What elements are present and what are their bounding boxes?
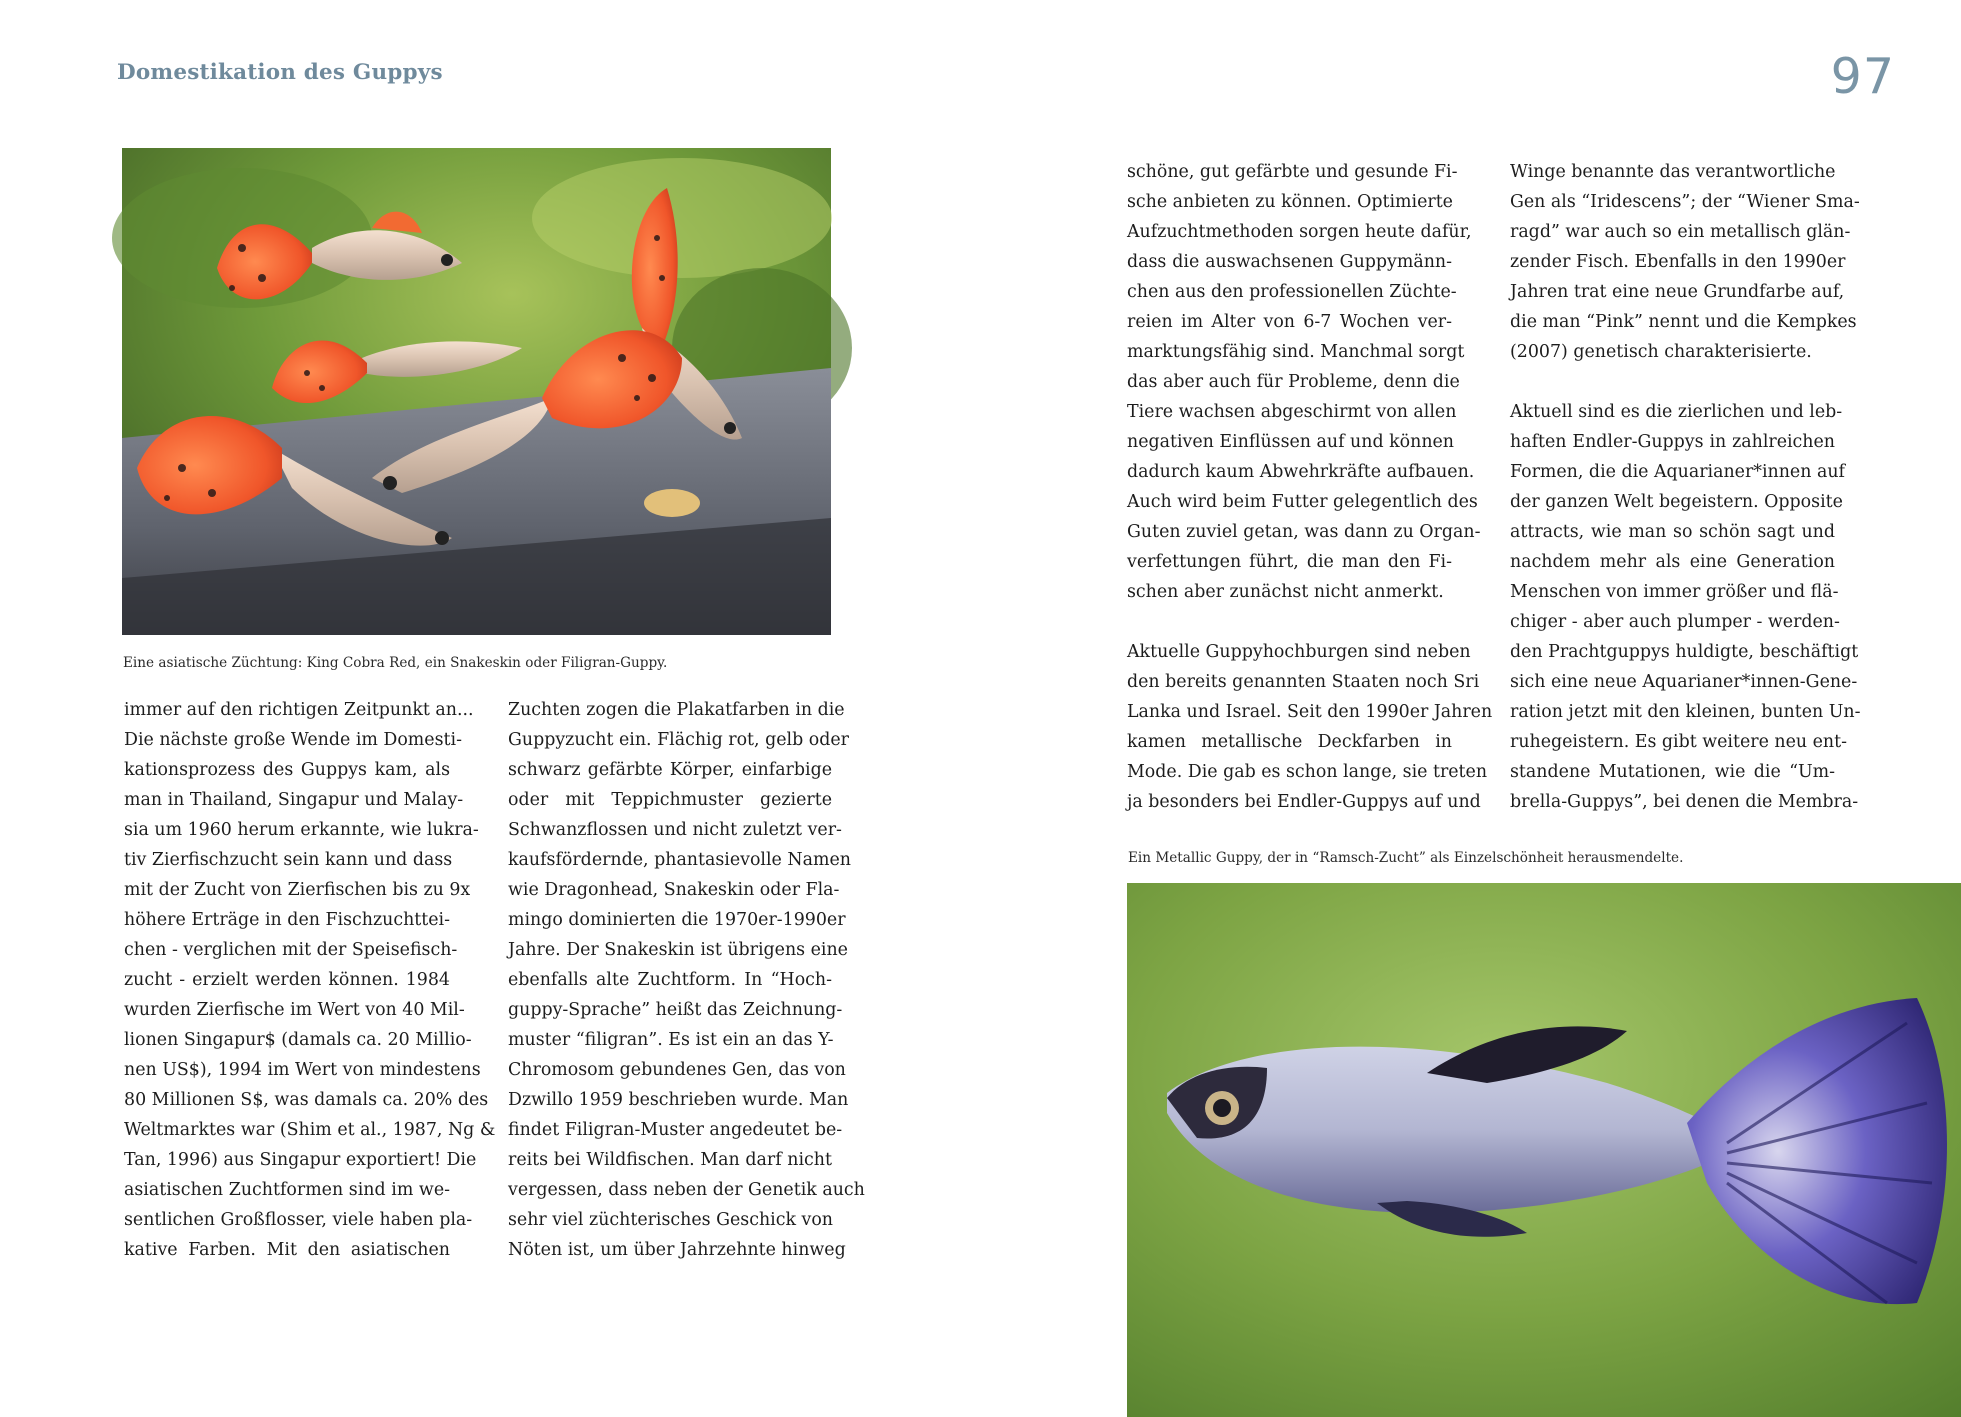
text-line: wie Dragonhead, Snakeskin oder Fla- — [508, 880, 840, 900]
text-line: Guten zuviel getan, was dann zu Organ- — [1127, 522, 1481, 542]
text-line: schen aber zunächst nicht anmerkt. — [1127, 582, 1444, 602]
text-line: das aber auch für Probleme, denn die — [1127, 372, 1460, 392]
text-line: dass die auswachsenen Guppymänn- — [1127, 252, 1452, 272]
text-line: ja besonders bei Endler-Guppys auf und — [1127, 792, 1481, 812]
text-line: marktungsfähig sind. Manchmal sorgt — [1127, 342, 1465, 362]
text-line: lionen Singapur$ (damals ca. 20 Millio- — [124, 1030, 472, 1050]
text-line: nachdem mehr als eine Generation — [1510, 552, 1835, 572]
paragraph-gap — [1127, 607, 1452, 637]
text-line: Auch wird beim Futter gelegentlich des — [1127, 492, 1478, 512]
caption-top-photo: Eine asiatische Züchtung: King Cobra Red, ein Snakeskin oder Filigran-Guppy. — [123, 655, 668, 671]
text-line: der ganzen Welt begeistern. Opposite — [1510, 492, 1843, 512]
text-line: attracts, wie man so schön sagt und — [1510, 522, 1835, 542]
text-line: chen - verglichen mit der Speisefisch- — [124, 940, 458, 960]
text-line: Mode. Die gab es schon lange, sie treten — [1127, 762, 1488, 782]
text-line: oder mit Teppichmuster gezierte — [508, 790, 832, 810]
page-number: 97 — [1830, 48, 1895, 105]
text-line: Menschen von immer größer und flä- — [1510, 582, 1839, 602]
text-line: vergessen, dass neben der Genetik auch — [508, 1180, 865, 1200]
text-line: sehr viel züchterisches Geschick von — [508, 1210, 834, 1230]
text-line: kaufsfördernde, phantasievolle Namen — [508, 850, 851, 870]
text-line: ebenfalls alte Zuchtform. In “Hoch- — [508, 970, 832, 990]
text-line: man in Thailand, Singapur und Malay- — [124, 790, 464, 810]
text-line: reien im Alter von 6-7 Wochen ver- — [1127, 312, 1452, 332]
text-line: Aktuell sind es die zierlichen und leb- — [1510, 402, 1843, 422]
text-line: ragd” war auch so ein metallisch glän- — [1510, 222, 1851, 242]
text-line: Nöten ist, um über Jahrzehnte hinweg — [508, 1240, 846, 1260]
text-line: Aufzuchtmethoden sorgen heute dafür, — [1127, 222, 1472, 242]
text-column-2 — [508, 695, 865, 1265]
text-line: (2007) genetisch charakterisierte. — [1510, 342, 1812, 362]
text-line: ruhegeistern. Es gibt weitere neu ent- — [1510, 732, 1847, 752]
text-line: Aktuelle Guppyhochburgen sind neben — [1127, 642, 1471, 662]
text-line: Jahre. Der Snakeskin ist übrigens eine — [508, 940, 848, 960]
text-line: mit der Zucht von Zierfischen bis zu 9x — [124, 880, 471, 900]
text-line: schwarz gefärbte Körper, einfarbige — [508, 760, 832, 780]
text-line: sia um 1960 herum erkannte, wie lukra- — [124, 820, 479, 840]
text-line: muster “filigran”. Es ist ein an das Y- — [508, 1030, 834, 1050]
text-line: negativen Einflüssen auf und können — [1127, 432, 1455, 452]
text-line: asiatischen Zuchtformen sind im we- — [124, 1180, 450, 1200]
text-line: dadurch kaum Abwehrkräfte aufbauen. — [1127, 462, 1475, 482]
text-column-4 — [1510, 157, 1861, 817]
text-line: immer auf den richtigen Zeitpunkt an... — [124, 700, 474, 720]
text-line: Formen, die die Aquarianer*innen auf — [1510, 462, 1845, 482]
photo-king-cobra-guppies — [122, 148, 831, 635]
text-line: Gen als “Iridescens”; der “Wiener Sma- — [1510, 192, 1860, 212]
text-line: 80 Millionen S$, was damals ca. 20% des — [124, 1090, 489, 1110]
text-line: höhere Erträge in den Fischzuchttei- — [124, 910, 450, 930]
text-line: zender Fisch. Ebenfalls in den 1990er — [1510, 252, 1846, 272]
caption-bottom-photo: Ein Metallic Guppy, der in “Ramsch-Zucht” als Einzelschönheit herausmendelte. — [1128, 850, 1684, 866]
text-line: mingo dominierten die 1970er-1990er — [508, 910, 846, 930]
text-line: verfettungen führt, die man den Fi- — [1127, 552, 1452, 572]
text-line: sentlichen Großflosser, viele haben pla- — [124, 1210, 473, 1230]
metallic-guppy-image — [1127, 883, 1961, 1417]
text-line: Die nächste große Wende im Domesti- — [124, 730, 462, 750]
text-line: den bereits genannten Staaten noch Sri — [1127, 672, 1480, 692]
text-line: chen aus den professionellen Züchte- — [1127, 282, 1457, 302]
text-line: Winge benannte das verantwortliche — [1510, 162, 1836, 182]
text-line: kamen metallische Deckfarben in — [1127, 732, 1452, 752]
text-line: wurden Zierfische im Wert von 40 Mil- — [124, 1000, 465, 1020]
guppy-group-image — [122, 148, 831, 635]
text-line: haften Endler-Guppys in zahlreichen — [1510, 432, 1835, 452]
text-line: standene Mutationen, wie die “Um- — [1510, 762, 1835, 782]
text-line: Zuchten zogen die Plakatfarben in die — [508, 700, 845, 720]
text-line: sich eine neue Aquarianer*innen-Gene- — [1510, 672, 1858, 692]
text-line: ration jetzt mit den kleinen, bunten Un- — [1510, 702, 1861, 722]
text-line: guppy-Sprache” heißt das Zeichnung- — [508, 1000, 843, 1020]
photo-metallic-guppy — [1127, 883, 1961, 1417]
text-line: Tan, 1996) aus Singapur exportiert! Die — [124, 1150, 477, 1170]
text-line: die man “Pink” nennt und die Kempkes — [1510, 312, 1857, 332]
text-line: tiv Zierfischzucht sein kann und dass — [124, 850, 453, 870]
text-line: Lanka und Israel. Seit den 1990er Jahren — [1127, 702, 1493, 722]
text-line: Chromosom gebundenes Gen, das von — [508, 1060, 846, 1080]
text-line: Jahren trat eine neue Grundfarbe auf, — [1510, 282, 1845, 302]
running-title: Domestikation des Guppys — [117, 60, 443, 85]
text-line: Weltmarktes war (Shim et al., 1987, Ng & — [124, 1120, 496, 1140]
text-line: reits bei Wildfischen. Man darf nicht — [508, 1150, 832, 1170]
text-line: schöne, gut gefärbte und gesunde Fi- — [1127, 162, 1458, 182]
text-line: nen US$), 1994 im Wert von mindestens — [124, 1060, 481, 1080]
text-line: kative Farben. Mit den asiatischen — [124, 1240, 450, 1260]
text-line: findet Filigran-Muster angedeutet be- — [508, 1120, 843, 1140]
text-line: brella-Guppys”, bei denen die Membra- — [1510, 792, 1859, 812]
text-line: chiger - aber auch plumper - werden- — [1510, 612, 1840, 632]
text-line: zucht - erzielt werden können. 1984 — [124, 970, 450, 990]
text-line: Schwanzflossen und nicht zuletzt ver- — [508, 820, 842, 840]
text-line: sche anbieten zu können. Optimierte — [1127, 192, 1453, 212]
text-line: Guppyzucht ein. Flächig rot, gelb oder — [508, 730, 849, 750]
text-line: Tiere wachsen abgeschirmt von allen — [1127, 402, 1457, 422]
text-line: den Prachtguppys huldigte, beschäftigt — [1510, 642, 1859, 662]
text-column-3 — [1127, 157, 1493, 817]
text-line: kationsprozess des Guppys kam, als — [124, 760, 450, 780]
paragraph-gap — [1510, 367, 1835, 397]
text-column-1 — [124, 695, 496, 1265]
text-line: Dzwillo 1959 beschrieben wurde. Man — [508, 1090, 849, 1110]
